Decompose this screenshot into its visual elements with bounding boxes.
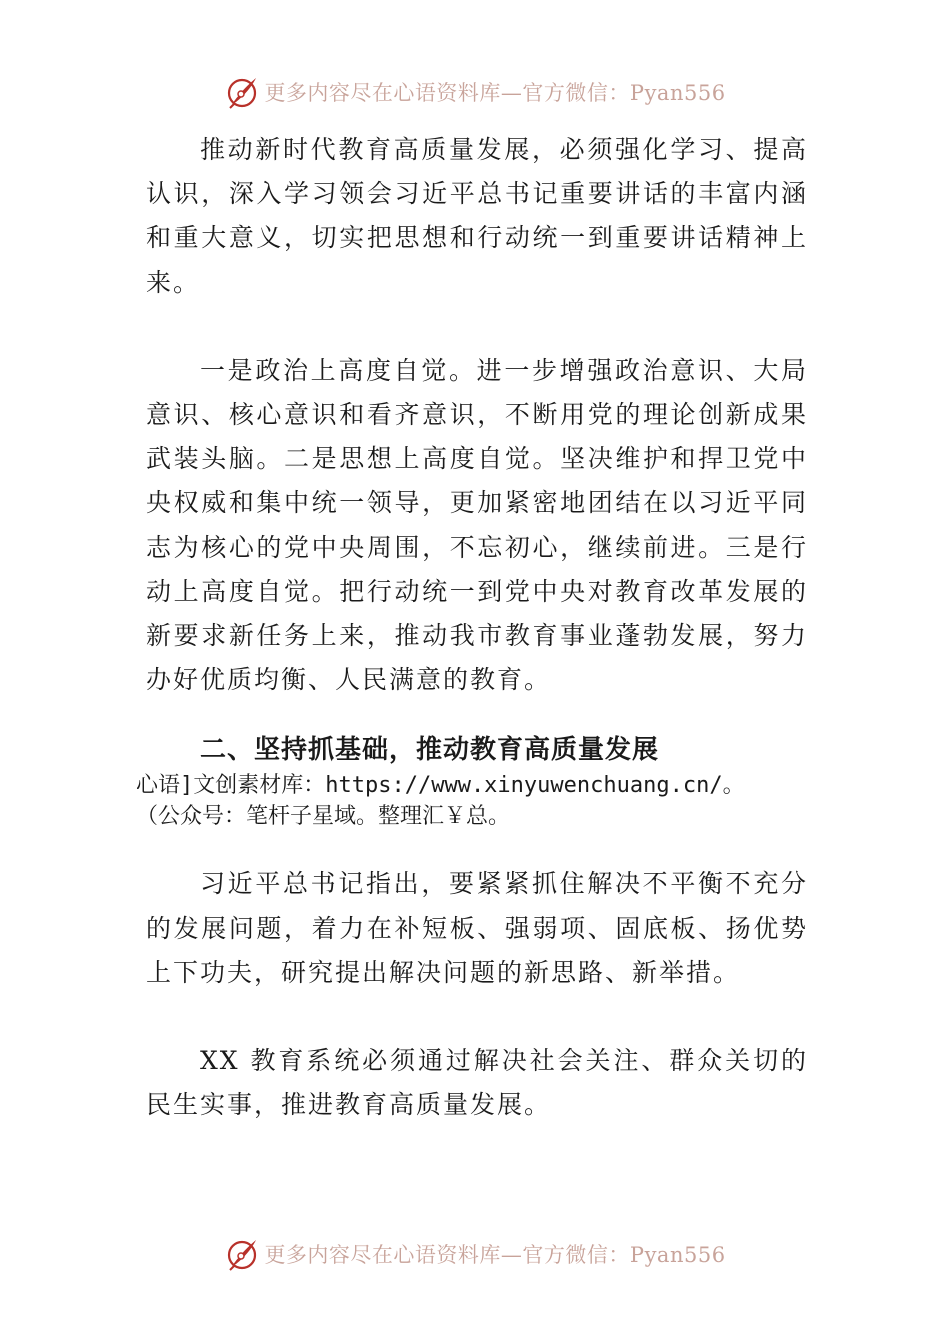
paragraph-xx-education: XX 教育系统必须通过解决社会关注、群众关切的民生实事，推进教育高质量发展。 — [146, 1046, 808, 1120]
section-heading: 二、坚持抓基础，推动教育高质量发展 — [200, 735, 660, 766]
footer-banner-text: 更多内容尽在心语资料库—官方微信：Pyan556 — [264, 1243, 726, 1267]
header-banner-text: 更多内容尽在心语资料库—官方微信：Pyan556 — [264, 81, 726, 105]
source-note-line-1: 心语]文创素材库：https://www.xinyuwenchuang.cn/。 — [136, 773, 745, 799]
paragraph-three-awareness: 一是政治上高度自觉。进一步增强政治意识、大局意识、核心意识和看齐意识，不断用党的理论创新成果武装头脑。二是思想上高度自觉。坚决维护和捍卫党中央权威和集中统一领导，更加紧密地团结在以习近平同志为核心的党中央周围，不忘初心，继续前进。三是行动上高度自觉。把行动统一到党中央对教育改革发展的新要求新任务上来，推动我市教育事业蓬勃发展，努力办好优质均衡、人民满意的教育。 — [146, 355, 808, 695]
quill-pen-seal-icon — [224, 1236, 260, 1272]
paragraph-intro: 推动新时代教育高质量发展，必须强化学习、提高认识，深入学习领会习近平总书记重要讲话的丰富内涵和重大意义，切实把思想和行动统一到重要讲话精神上来。 — [146, 135, 808, 297]
source-note-line-2: （公众号：笔杆子星域。整理汇￥总。 — [136, 804, 511, 830]
header-banner — [0, 70, 950, 114]
footer-banner — [0, 1232, 950, 1276]
paragraph-quote: 习近平总书记指出，要紧紧抓住解决不平衡不充分的发展问题，着力在补短板、强弱项、固底板、扬优势上下功夫，研究提出解决问题的新思路、新举措。 — [146, 869, 808, 987]
quill-pen-seal-icon — [224, 74, 260, 110]
document-body — [136, 128, 808, 1127]
